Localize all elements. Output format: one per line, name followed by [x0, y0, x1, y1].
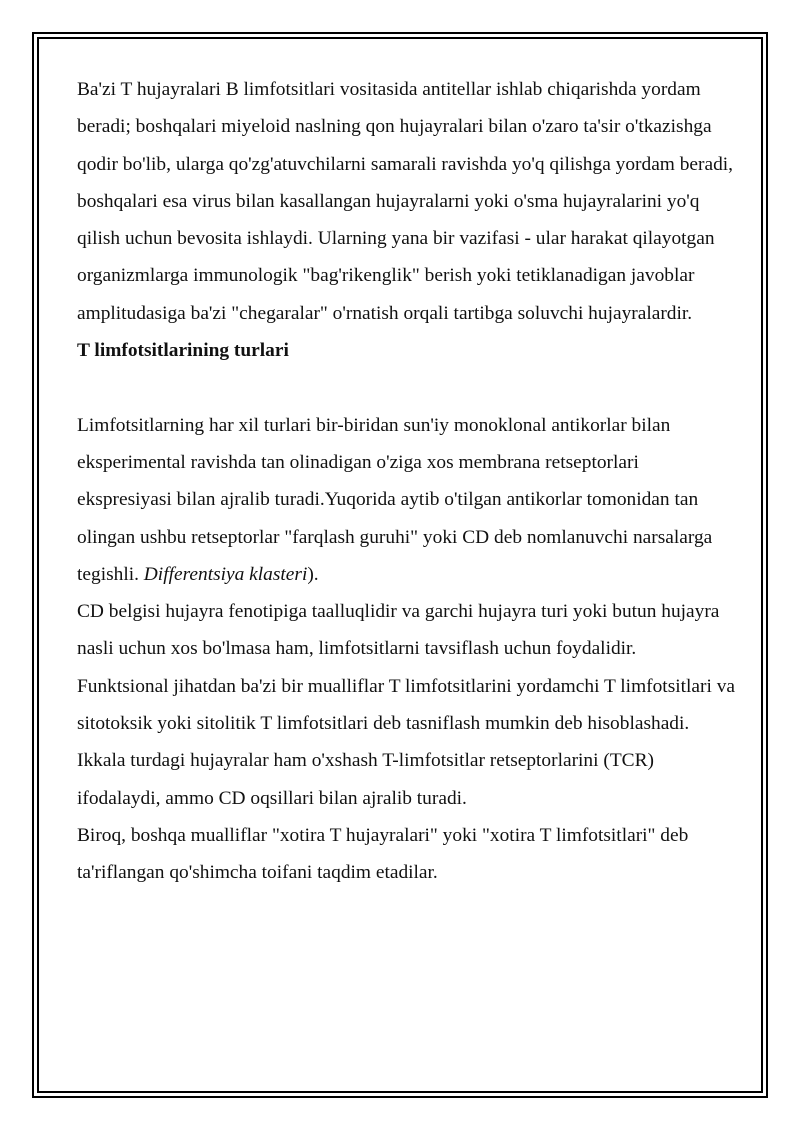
document-body — [77, 71, 737, 892]
paragraph-2-italic-term: Differentsiya klasteri — [143, 563, 308, 585]
paragraph-5: Biroq, boshqa mualliflar "xotira T hujayralari" yoki "xotira T limfotsitlari" deb ta'riflangan qo'shimcha toifani taqdim etadilar. — [77, 824, 689, 884]
paragraph-4: Funktsional jihatdan ba'zi bir mualliflar T limfotsitlarini yordamchi T limfotsitlari va sitotoksik yoki sitolitik T limfotsitlari deb tasniflash mumkin deb hisoblashadi. Ikkala turdagi hujayralar ham o'xshash T-limfotsitlar retseptorlarini (TCR) ifodalaydi, ammo CD oqsillari bilan ajralib turadi. — [77, 675, 736, 809]
paragraph-2 — [77, 407, 737, 593]
blank-line — [77, 369, 737, 406]
paragraph-3: CD belgisi hujayra fenotipiga taalluqlidir va garchi hujayra turi yoki butun hujayra nasli uchun xos bo'lmasa ham, limfotsitlarni tavsiflash uchun foydalidir. — [77, 601, 720, 660]
paragraph-2-text: Limfotsitlarning har xil turlari bir-biridan sun'iy monoklonal antikorlar bilan eksperimental ravishda tan olinadigan o'ziga xos membrana retseptorlari ekspresiyasi bilan ajralib turadi.Yuqorida aytib o'tilgan antikorlar tomonidan tan olingan ushbu retseptorlar "farqlash guruhi" yoki CD deb nomlanuvchi narsalarga tegishli. — [77, 414, 713, 585]
section-heading: T limfotsitlarining turlari — [77, 340, 289, 362]
paragraph-1: Ba'zi T hujayralari B limfotsitlari vositasida antitellar ishlab chiqarishda yordam beradi; boshqalari miyeloid naslning qon hujayralari bilan o'zaro ta'sir o'tkazishga qodir bo'lib, ularga qo'zg'atuvchilarni samarali ravishda yo'q qilishga yordam beradi, boshqalari esa virus bilan kasallangan hujayralarni yoki o'sma hujayralarini yo'q qilish uchun bevosita ishlaydi. Ularning yana bir vazifasi - ular harakat qilayotgan organizmlarga immunologik "bag'rikenglik" berish yoki tetiklanadigan javoblar amplitudasiga ba'zi "chegaralar" o'rnatish orqali tartibga soluvchi hujayralardir. — [77, 79, 734, 324]
paragraph-2-end: ). — [307, 563, 319, 585]
